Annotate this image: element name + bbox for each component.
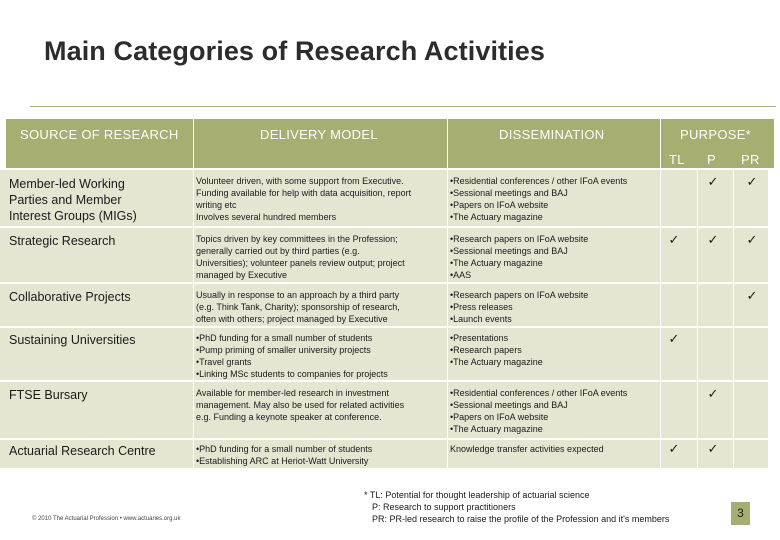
check-icon: ✓ — [746, 288, 758, 303]
row-delivery-model: Available for member-led research in investment management. May also be used for related activities e.g. Funding a keynote speaker at conference. — [196, 388, 405, 422]
check-icon: ✓ — [746, 174, 758, 189]
row-source: Collaborative Projects — [9, 290, 131, 304]
header-delivery: DELIVERY MODEL — [260, 127, 378, 142]
header-purpose: PURPOSE* — [680, 127, 752, 142]
row-dissemination: •Presentations •Research papers •The Actuary magazine — [450, 333, 543, 367]
check-icon: ✓ — [707, 441, 719, 456]
column-separator — [733, 168, 734, 468]
check-icon: ✓ — [746, 232, 758, 247]
column-separator — [193, 168, 194, 468]
row-source: Member-led Working Parties and Member Interest Groups (MIGs) — [9, 177, 137, 223]
check-icon: ✓ — [707, 232, 719, 247]
check-icon: ✓ — [668, 331, 680, 346]
header-separator — [660, 119, 661, 168]
purpose-footnote: * TL: Potential for thought leadership of actuarial science P: Research to support practitioners PR: PR-led research to raise the profile of the Profession and it's members — [364, 490, 670, 524]
copyright-notice: © 2010 The Actuarial Profession • www.actuaries.org.uk — [32, 516, 181, 522]
page-number: 3 — [731, 502, 750, 525]
row-dissemination: •Research papers on IFoA website •Press releases •Launch events — [450, 290, 589, 324]
header-separator — [447, 119, 448, 168]
column-separator — [447, 168, 448, 468]
column-separator — [697, 168, 698, 468]
header-separator — [193, 119, 194, 168]
header-pr: PR — [741, 152, 760, 167]
row-dissemination: •Research papers on IFoA website •Sessional meetings and BAJ •The Actuary magazine •AAS — [450, 234, 589, 280]
row-delivery-model: Volunteer driven, with some support from Executive. Funding available for help with data acquisition, report writing etc Involves several hundred members — [196, 176, 412, 222]
row-delivery-model: •PhD funding for a small number of students •Establishing ARC at Heriot-Watt University — [196, 444, 373, 466]
row-source: Sustaining Universities — [9, 333, 136, 347]
header-source: SOURCE OF RESEARCH — [20, 127, 179, 142]
header-p: P — [707, 152, 716, 167]
check-icon: ✓ — [707, 386, 719, 401]
page-title: Main Categories of Research Activities — [44, 36, 545, 66]
row-dissemination: Knowledge transfer activities expected — [450, 444, 604, 454]
row-source: FTSE Bursary — [9, 388, 88, 402]
row-source: Strategic Research — [9, 234, 116, 248]
header-tl: TL — [669, 152, 685, 167]
check-icon: ✓ — [668, 232, 680, 247]
row-delivery-model: Usually in response to an approach by a third party (e.g. Think Tank, Charity); sponsorship of research, often with others; project managed by Executive — [196, 290, 400, 324]
title-divider — [30, 106, 776, 107]
row-delivery-model: Topics driven by key committees in the Profession; generally carried out by third parties (e.g. Universities); volunteer panels review output; project managed by Executive — [196, 234, 405, 280]
row-delivery-model: •PhD funding for a small number of students •Pump priming of smaller university projects •Travel grants •Linking MSc students to companies for projects — [196, 333, 388, 379]
header-dissemination: DISSEMINATION — [499, 127, 605, 142]
row-source: Actuarial Research Centre — [9, 444, 156, 458]
check-icon: ✓ — [668, 441, 680, 456]
row-dissemination: •Residential conferences / other IFoA events •Sessional meetings and BAJ •Papers on IFoA website •The Actuary magazine — [450, 388, 628, 434]
row-dissemination: •Residential conferences / other IFoA events •Sessional meetings and BAJ •Papers on IFoA website •The Actuary magazine — [450, 176, 628, 222]
check-icon: ✓ — [707, 174, 719, 189]
